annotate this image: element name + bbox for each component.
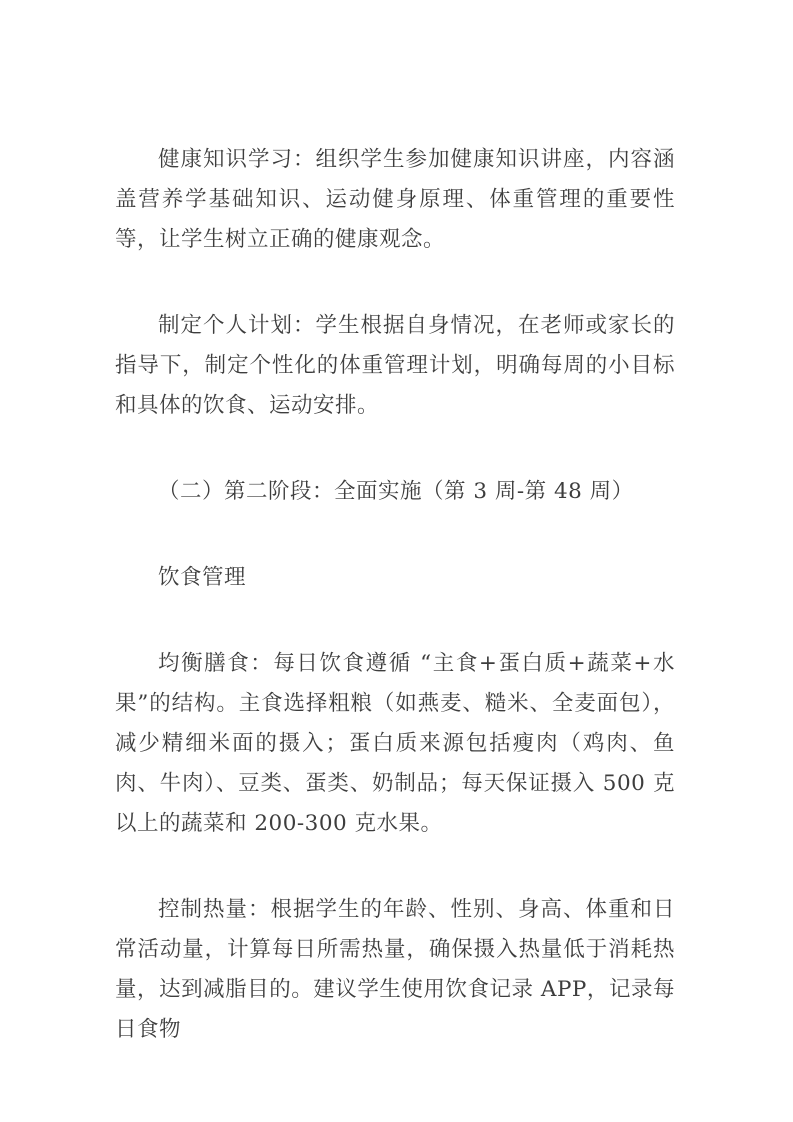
document-content (115, 140, 675, 1050)
heading-phase-2-full-implementation: （二）第二阶段：全面实施（第 3 周-第 48 周） (158, 479, 634, 504)
paragraph-health-knowledge-learning: 健康知识学习：组织学生参加健康知识讲座，内容涵盖营养学基础知识、运动健身原理、体重管理的重要性等，让学生树立正确的健康观念。 (115, 147, 675, 252)
paragraph-balanced-diet: 均衡膳食：每日饮食遵循 “主食+蛋白质+蔬菜+水果”的结构。主食选择粗粮（如燕麦、糙米、全麦面包），减少精细米面的摄入；蛋白质来源包括瘦肉（鸡肉、鱼肉、牛肉）、豆类、蛋类、奶制品；每天保证摄入 500 克以上的蔬菜和 200-300 克水果。 (115, 651, 675, 836)
heading-diet-management: 饮食管理 (158, 565, 247, 590)
paragraph-personal-plan: 制定个人计划：学生根据自身情况，在老师或家长的指导下，制定个性化的体重管理计划，明确每周的小目标和具体的饮食、运动安排。 (115, 313, 675, 418)
paragraph-calorie-control: 控制热量：根据学生的年龄、性别、身高、体重和日常活动量，计算每日所需热量，确保摄入热量低于消耗热量，达到减脂目的。建议学生使用饮食记录 APP，记录每日食物 (115, 897, 675, 1042)
